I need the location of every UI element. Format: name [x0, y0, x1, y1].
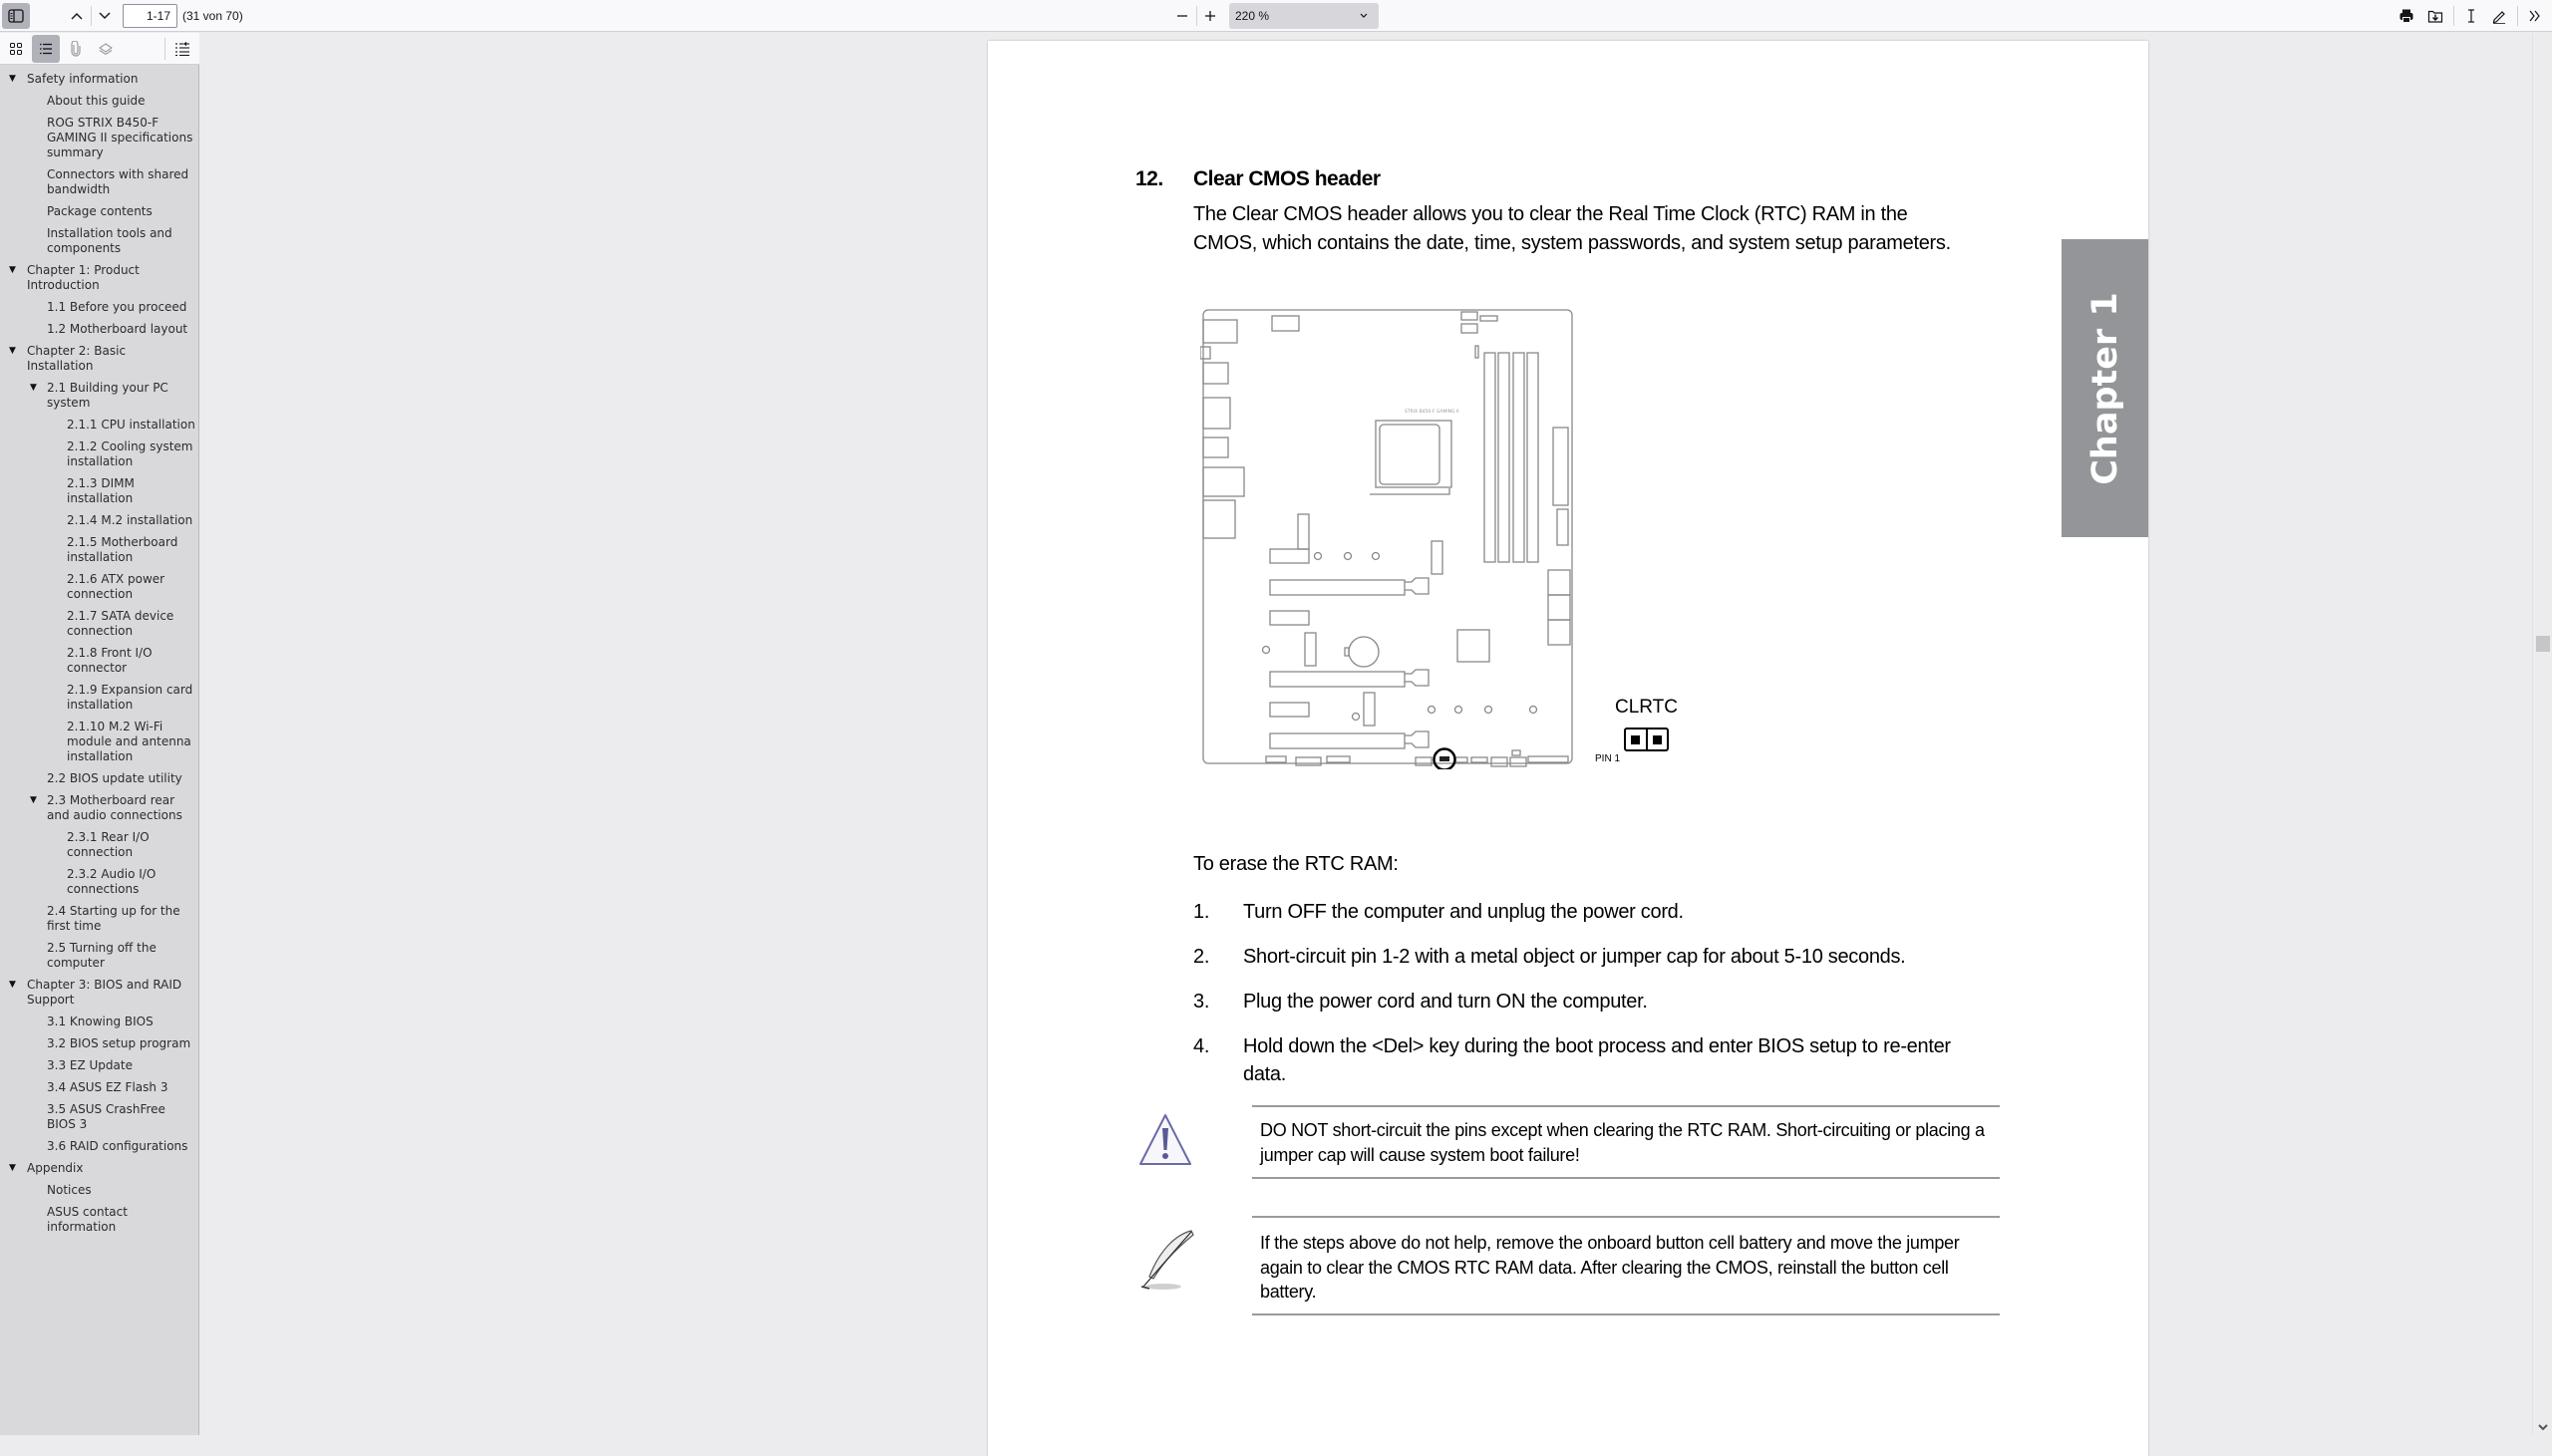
- printer-icon: [2398, 8, 2414, 24]
- outline-item[interactable]: [0, 606, 199, 643]
- outline-item[interactable]: [0, 569, 199, 606]
- step-item: [1193, 898, 1991, 926]
- outline-item[interactable]: [0, 113, 199, 164]
- outline-item-label: Safety information: [27, 72, 139, 86]
- outline-item[interactable]: [0, 768, 199, 790]
- sidebar-toolbar-separator: [164, 38, 165, 60]
- step-text: Plug the power cord and turn ON the computer.: [1243, 991, 1648, 1013]
- sidebar-icon: [8, 9, 24, 23]
- outline-item[interactable]: [0, 223, 199, 260]
- document-viewer: [200, 33, 2532, 1435]
- outline-item-label: 2.1.5 Motherboard installation: [67, 535, 178, 564]
- outline-item-label: 3.6 RAID configurations: [47, 1139, 188, 1153]
- outline-item[interactable]: [0, 510, 199, 532]
- outline-item[interactable]: [0, 790, 199, 827]
- outline-item-label: 3.1 Knowing BIOS: [47, 1015, 154, 1028]
- outline-item-label: 2.1.1 CPU installation: [67, 418, 195, 432]
- pin-1: [1626, 729, 1648, 749]
- step-number: 3.: [1193, 991, 1210, 1013]
- outline-item-label: Chapter 3: BIOS and RAID Support: [27, 978, 182, 1007]
- page-number-input[interactable]: 1-17: [123, 4, 177, 28]
- expand-triangle-icon[interactable]: ▼: [9, 265, 16, 275]
- outline-item[interactable]: [0, 473, 199, 510]
- outline-item-label: 3.2 BIOS setup program: [47, 1036, 191, 1050]
- step-item: [1193, 988, 1991, 1016]
- outline-item-label: 2.1.4 M.2 installation: [67, 513, 193, 527]
- outline-item-label: 2.1.3 DIMM installation: [67, 476, 135, 505]
- outline-item-label: 2.4 Starting up for the first time: [47, 904, 180, 933]
- section-title: Clear CMOS header: [1193, 167, 1381, 190]
- attachments-view-button[interactable]: [62, 35, 90, 63]
- outline-item[interactable]: [0, 1136, 199, 1158]
- clrtc-label: CLRTC: [1615, 697, 1678, 718]
- expand-triangle-icon[interactable]: ▼: [9, 346, 16, 356]
- feather-note-icon: [1135, 1227, 1199, 1293]
- step-text: Turn OFF the computer and unplug the power cord.: [1243, 901, 1684, 923]
- scroll-down-arrow-icon[interactable]: [2537, 1422, 2549, 1432]
- outline-item[interactable]: [0, 827, 199, 864]
- warning-icon: [1137, 1112, 1193, 1168]
- outline-item[interactable]: [0, 643, 199, 680]
- outline-item-label: 2.3.1 Rear I/O connection: [67, 830, 150, 859]
- outline-item-label: Installation tools and components: [47, 226, 172, 255]
- outline-item-label: Package contents: [47, 204, 153, 218]
- outline-item-label: 2.1.6 ATX power connection: [67, 572, 165, 601]
- outline-item-label: 2.2 BIOS update utility: [47, 771, 182, 785]
- expand-triangle-icon[interactable]: ▼: [9, 1163, 16, 1173]
- chapter-tab: [2062, 239, 2148, 537]
- outline-item[interactable]: [0, 717, 199, 768]
- scrollbar-thumb[interactable]: [2536, 636, 2550, 652]
- text-tool-button[interactable]: [2459, 3, 2483, 29]
- zoom-in-button[interactable]: [1200, 3, 1220, 29]
- toolbar-separator: [2517, 6, 2518, 26]
- save-button[interactable]: [2423, 3, 2447, 29]
- svg-text:STRIX B450-F GAMING II: STRIX B450-F GAMING II: [1405, 410, 1459, 415]
- zoom-level-value: 220 %: [1235, 9, 1270, 23]
- outline-item[interactable]: [0, 297, 199, 319]
- document-outline: [0, 69, 199, 1239]
- outline-item-label: Chapter 1: Product Introduction: [27, 263, 140, 292]
- outline-item-label: 2.1.10 M.2 Wi-Fi module and antenna installation: [67, 720, 191, 763]
- page-count-label: (31 von 70): [182, 9, 243, 23]
- paperclip-icon: [70, 41, 82, 57]
- toolbar-separator: [1196, 6, 1197, 26]
- step-text: Short-circuit pin 1-2 with a metal object or jumper cap for about 5-10 seconds.: [1243, 946, 1906, 968]
- outline-item-label: Connectors with shared bandwidth: [47, 167, 189, 196]
- outline-item[interactable]: [0, 260, 199, 297]
- outline-item[interactable]: [0, 1158, 199, 1180]
- step-number: 2.: [1193, 946, 1210, 968]
- outline-item[interactable]: [0, 1033, 199, 1055]
- outline-item-label: 3.5 ASUS CrashFree BIOS 3: [47, 1102, 165, 1131]
- outline-item-label: ASUS contact information: [47, 1205, 128, 1234]
- outline-item-label: Appendix: [27, 1161, 84, 1175]
- motherboard-diagram: [1200, 307, 1577, 769]
- outline-item[interactable]: [0, 164, 199, 201]
- outline-item[interactable]: [0, 1055, 199, 1077]
- outline-item[interactable]: [0, 91, 199, 113]
- step-number: 1.: [1193, 901, 1210, 923]
- expand-triangle-icon[interactable]: ▼: [30, 795, 37, 805]
- outline-item[interactable]: [0, 319, 199, 341]
- clrtc-header-pins: [1624, 728, 1669, 751]
- layers-view-button[interactable]: [92, 35, 120, 63]
- download-icon: [2427, 8, 2443, 24]
- outline-item-label: 2.1.7 SATA device connection: [67, 609, 174, 638]
- expand-triangle-icon[interactable]: ▼: [9, 74, 16, 84]
- pencil-icon: [2491, 8, 2507, 24]
- outline-item-label: 2.1.2 Cooling system installation: [67, 439, 193, 468]
- outline-item[interactable]: [0, 415, 199, 437]
- outline-item-label: 2.1.8 Front I/O connector: [67, 646, 153, 675]
- outline-item-label: 1.2 Motherboard layout: [47, 322, 188, 336]
- chapter-tab-label: Chapter 1: [2084, 291, 2125, 485]
- plus-icon: [1203, 9, 1217, 23]
- step-number: 4.: [1193, 1035, 1210, 1057]
- text-cursor-icon: [2464, 8, 2478, 24]
- double-chevron-right-icon: [2528, 9, 2542, 23]
- pin-2: [1648, 729, 1668, 749]
- list-icon: [39, 42, 53, 56]
- outline-item[interactable]: [0, 1180, 199, 1202]
- info-notice: If the steps above do not help, remove the onboard button cell battery and move the jumper again to clear the CMOS RTC RAM data. After clearing the CMOS, reinstall the button cell battery.: [1252, 1216, 2000, 1315]
- previous-page-button[interactable]: [66, 3, 88, 29]
- sidebar: [0, 33, 199, 1435]
- sidebar-toolbar: [0, 33, 199, 65]
- thumbnails-view-button[interactable]: [2, 35, 30, 63]
- outline-item[interactable]: [0, 1012, 199, 1033]
- outline-item[interactable]: [0, 975, 199, 1012]
- erase-intro: To erase the RTC RAM:: [1193, 853, 1399, 875]
- next-page-button[interactable]: [94, 3, 116, 29]
- outline-item[interactable]: [0, 1099, 199, 1136]
- vertical-scrollbar[interactable]: [2532, 33, 2552, 1435]
- outline-current-icon: [174, 42, 190, 56]
- outline-item-label: 2.1 Building your PC system: [47, 381, 168, 410]
- more-tools-button[interactable]: [2523, 3, 2547, 29]
- grid-icon: [9, 42, 23, 56]
- expand-triangle-icon[interactable]: ▼: [30, 383, 37, 393]
- outline-item[interactable]: [0, 378, 199, 415]
- outline-item[interactable]: [0, 532, 199, 569]
- chevron-down-icon: [98, 11, 112, 21]
- outline-item-label: 2.5 Turning off the computer: [47, 941, 157, 970]
- step-item: [1193, 943, 1991, 971]
- outline-item-label: 2.1.9 Expansion card installation: [67, 683, 193, 712]
- toolbar-separator: [2453, 6, 2454, 26]
- draw-tool-button[interactable]: [2487, 3, 2511, 29]
- print-button[interactable]: [2394, 3, 2418, 29]
- outline-item-label: 3.3 EZ Update: [47, 1058, 133, 1072]
- outline-item[interactable]: [0, 1202, 199, 1239]
- minus-icon: [1175, 9, 1189, 23]
- outline-item-label: 2.3.2 Audio I/O connections: [67, 867, 157, 896]
- outline-item-label: ROG STRIX B450-F GAMING II specifications summary: [47, 116, 193, 159]
- pdf-page: [988, 41, 2148, 1456]
- outline-item[interactable]: [0, 864, 199, 901]
- outline-item[interactable]: [0, 938, 199, 975]
- pin-1-label: PIN 1: [1595, 753, 1621, 764]
- outline-item[interactable]: [0, 1077, 199, 1099]
- step-text: Hold down the <Del> key during the boot process and enter BIOS setup to re-enter data.: [1243, 1035, 1951, 1085]
- outline-item-label: Notices: [47, 1183, 92, 1197]
- steps-list: [1193, 898, 1991, 1105]
- outline-item-label: 1.1 Before you proceed: [47, 300, 187, 314]
- step-item: [1193, 1032, 1991, 1088]
- outline-item-label: 2.3 Motherboard rear and audio connections: [47, 793, 182, 822]
- warning-notice: DO NOT short-circuit the pins except when clearing the RTC RAM. Short-circuiting or placing a jumper cap will cause system boot failure!: [1252, 1105, 2000, 1179]
- zoom-select[interactable]: [1229, 3, 1379, 29]
- outline-item-label: Chapter 2: Basic Installation: [27, 344, 127, 373]
- zoom-out-button[interactable]: [1172, 3, 1192, 29]
- outline-item[interactable]: [0, 341, 199, 378]
- outline-item[interactable]: [0, 69, 199, 91]
- expand-triangle-icon[interactable]: ▼: [9, 980, 16, 990]
- main-toolbar: [0, 0, 2552, 32]
- section-intro: The Clear CMOS header allows you to clear the Real Time Clock (RTC) RAM in the CMOS, which contains the date, time, system passwords, and system setup parameters.: [1193, 203, 1951, 254]
- outline-item[interactable]: [0, 201, 199, 223]
- outline-item[interactable]: [0, 437, 199, 473]
- outline-item-label: 3.4 ASUS EZ Flash 3: [47, 1080, 168, 1094]
- layers-icon: [98, 42, 114, 56]
- outline-item[interactable]: [0, 680, 199, 717]
- outline-item-label: About this guide: [47, 94, 146, 108]
- section-number: 12.: [1135, 167, 1163, 190]
- current-outline-item-button[interactable]: [168, 35, 196, 63]
- chevron-up-icon: [70, 11, 84, 21]
- sidebar-toggle-button[interactable]: [2, 3, 30, 29]
- outline-view-button[interactable]: [32, 35, 60, 63]
- outline-item[interactable]: [0, 901, 199, 938]
- toolbar-separator: [91, 6, 92, 26]
